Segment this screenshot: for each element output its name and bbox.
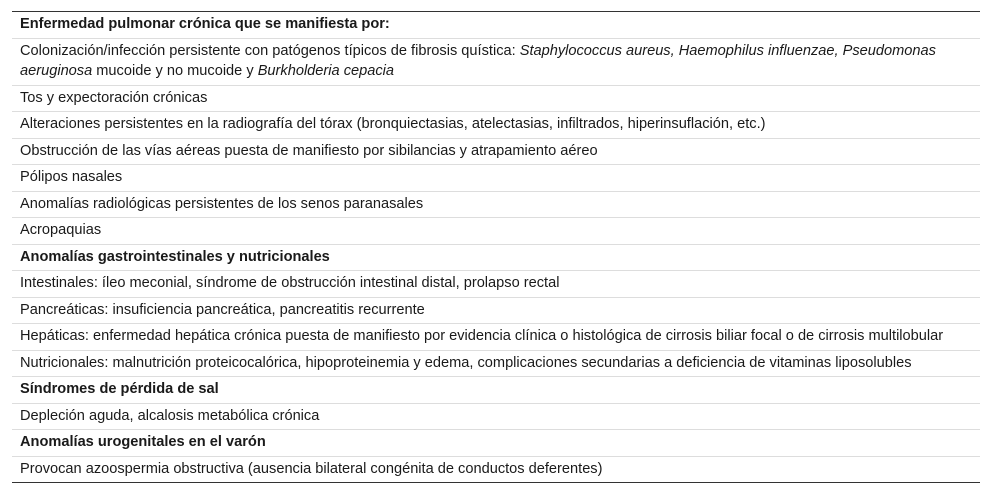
table-row <box>12 297 980 324</box>
criterion-cell: Provocan azoospermia obstructiva (ausencia bilateral congénita de conductos deferentes) <box>20 460 603 477</box>
criterion-cell: Depleción aguda, alcalosis metabólica crónica <box>12 403 980 430</box>
criterion-cell: Tos y expectoración crónicas <box>12 85 980 112</box>
table-row <box>12 403 980 430</box>
section-header-row <box>12 377 980 404</box>
organism-names: Staphylococcus aureus, Haemophilus influenzae, Pseudomonas aeruginosa <box>20 42 936 79</box>
criterion-cell: Pólipos nasales <box>12 165 980 192</box>
table-row <box>12 271 980 298</box>
criterion-cell: Obstrucción de las vías aéreas puesta de manifiesto por sibilancias y atrapamiento aéreo <box>12 138 980 165</box>
criterion-cell: Acropaquias <box>12 218 980 245</box>
criterion-cell: Anomalías radiológicas persistentes de los senos paranasales <box>12 191 980 218</box>
table-row <box>12 38 980 85</box>
criterion-text: Colonización/infección persistente con patógenos típicos de fibrosis quística: <box>20 42 520 59</box>
criterion-cell: Hepáticas: enfermedad hepática crónica puesta de manifiesto por evidencia clínica o histológica de cirrosis biliar focal o de cirrosis multilobular <box>12 324 980 351</box>
table-row <box>12 85 980 112</box>
table-row <box>12 218 980 245</box>
section-header-row <box>12 244 980 271</box>
section-header-row <box>12 430 980 457</box>
criterion-cell: Pancreáticas: insuficiencia pancreática, pancreatitis recurrente <box>12 297 980 324</box>
table-row <box>12 165 980 192</box>
table-row <box>12 112 980 139</box>
table-row <box>12 456 980 482</box>
section-header-urogenital: Anomalías urogenitales en el varón <box>12 430 980 457</box>
criterion-text: mucoide y no mucoide y <box>92 63 258 79</box>
table-row <box>12 138 980 165</box>
criterion-cell-colonization <box>12 38 980 85</box>
criterion-cell: Alteraciones persistentes en la radiografía del tórax (bronquiectasias, atelectasias, infiltrados, hiperinsuflación, etc.) <box>12 112 980 139</box>
criterion-cell: Nutricionales: malnutrición proteicocalórica, hipoproteinemia y edema, complicaciones secundarias a deficiencia de vitaminas liposolubles <box>12 350 980 377</box>
organism-name: Burkholderia cepacia <box>257 63 394 79</box>
section-header-pulmonary: Enfermedad pulmonar crónica que se manifiesta por: <box>12 12 980 38</box>
table-row <box>12 191 980 218</box>
section-header-salt-loss: Síndromes de pérdida de sal <box>12 377 980 404</box>
table-row <box>12 324 980 351</box>
criterion-cell: Intestinales: íleo meconial, síndrome de obstrucción intestinal distal, prolapso rectal <box>12 271 980 298</box>
table-row <box>12 350 980 377</box>
section-header-row <box>12 12 980 38</box>
criteria-table <box>12 11 980 483</box>
section-header-gastrointestinal: Anomalías gastrointestinales y nutricionales <box>12 244 980 271</box>
